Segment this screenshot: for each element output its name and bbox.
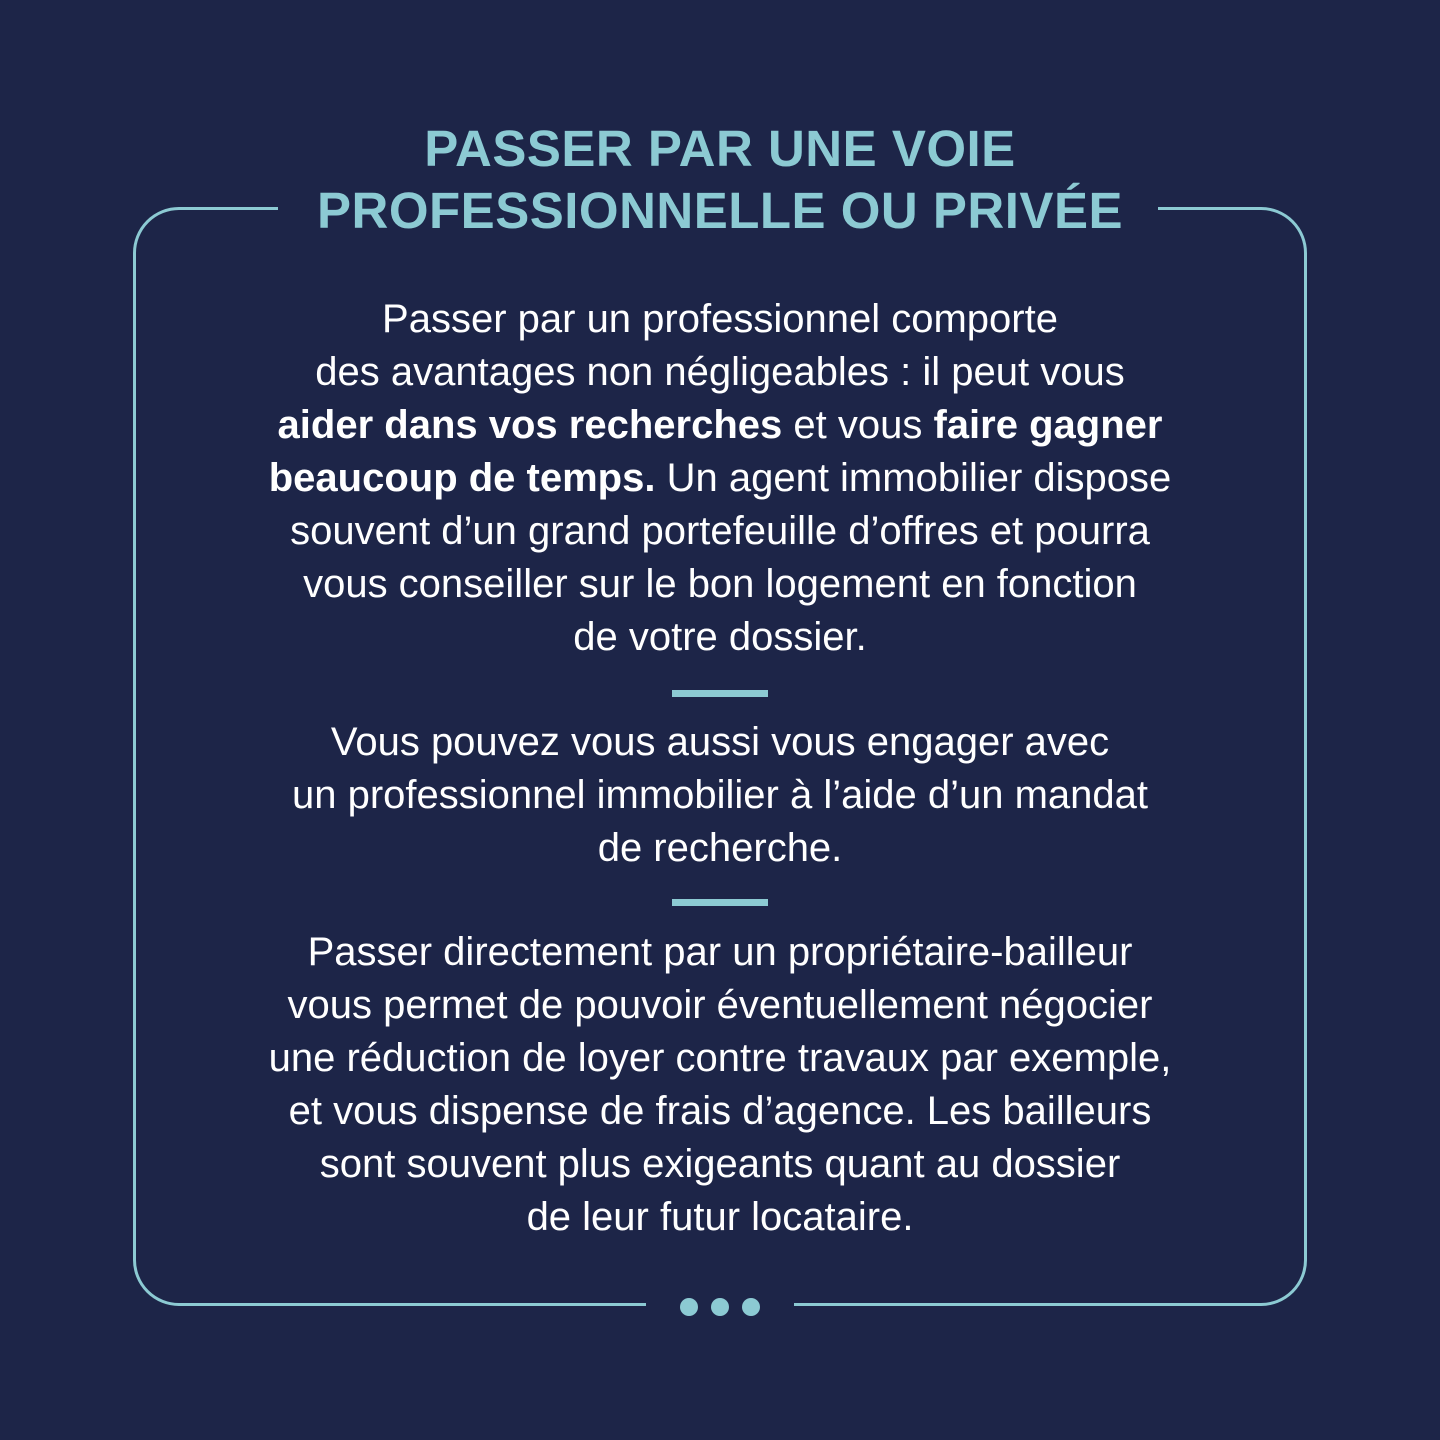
paragraph-line: sont souvent plus exigeants quant au dossier [319,1142,1121,1186]
paragraph-line: des avantages non négligeables : il peut vous [315,350,1125,394]
paragraph-text: et vous [782,403,934,447]
paragraph-line: une réduction de loyer contre travaux par exemple, [268,1036,1172,1080]
paragraph-line: et vous dispense de frais d’agence. Les bailleurs [288,1089,1152,1133]
paragraph-line: Passer directement par un propriétaire-bailleur [307,930,1133,974]
bold-phrase: beaucoup de temps. [268,456,656,500]
paragraph-line: Passer par un professionnel comporte [382,297,1058,341]
title-line-1: PASSER PAR UNE VOIE [424,120,1016,177]
paragraph-line [170,452,1270,505]
paragraph-line: Vous pouvez vous aussi vous engager avec [330,720,1110,764]
dot [742,1298,760,1316]
dot [680,1298,698,1316]
paragraph-line: un professionnel immobilier à l’aide d’un mandat [291,773,1149,817]
paragraph-line: de leur futur locataire. [526,1195,914,1239]
paragraph-line: vous permet de pouvoir éventuellement négocier [287,983,1153,1027]
section-divider [672,899,768,906]
dot [711,1298,729,1316]
paragraph-line [170,399,1270,452]
paragraph-line: de votre dossier. [573,615,867,659]
paragraph-line: vous conseiller sur le bon logement en fonction [303,562,1137,606]
paragraph-professional [170,293,1270,664]
bold-phrase: aider dans vos recherches [277,403,783,447]
title-line-2: PROFESSIONNELLE OU PRIVÉE [317,182,1123,239]
page-title [0,118,1440,242]
section-divider [672,690,768,697]
paragraph-mandate [170,716,1270,875]
bold-phrase: faire gagner [933,403,1163,447]
paragraph-line: souvent d’un grand portefeuille d’offres et pourra [290,509,1150,553]
more-dots-icon [680,1298,760,1316]
paragraph-private-landlord [170,926,1270,1244]
paragraph-line: de recherche. [597,826,843,870]
paragraph-text: Un agent immobilier dispose [655,456,1172,500]
